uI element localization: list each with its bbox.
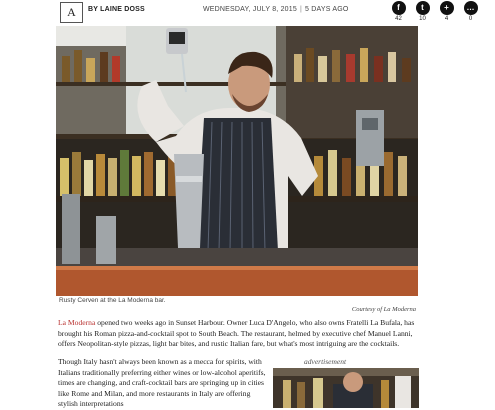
share-comments[interactable] bbox=[463, 1, 478, 23]
facebook-icon[interactable]: f bbox=[392, 1, 406, 15]
advertisement-image[interactable] bbox=[273, 368, 419, 408]
comment-icon[interactable]: … bbox=[464, 1, 478, 15]
advertisement-label: advertisement bbox=[304, 357, 347, 366]
share-facebook[interactable] bbox=[391, 1, 406, 23]
share-bar bbox=[391, 1, 478, 23]
dateline bbox=[203, 6, 349, 13]
plus-icon[interactable]: + bbox=[440, 1, 454, 15]
date-separator: | bbox=[299, 6, 302, 13]
paragraph-text: opened two weeks ago in Sunset Harbour. Owner Luca D'Angelo, who also owns Fratelli La Bufala, has brought his Roman pizza-and-cocktail spot to South Beach. The restaurant, helmed by executive chef Manuel Lanni, offers Neopolitan-style pizzas, light bar bites, and rustic Italian fare, but what's most intriguing are the cocktails. bbox=[58, 318, 415, 348]
share-count: 0 bbox=[468, 16, 473, 22]
author-byline[interactable]: BY LAINE DOSS bbox=[88, 6, 145, 13]
article-paragraph: Though Italy hasn't always been known as a mecca for spirits, with Italians traditionally preferring either wines or low-alcohol aperitifs, times are changing, and craft-cocktail bars are springing up in cities like Rome and Milan, and more restaurants in Italy are offering stylish interpretations bbox=[58, 357, 266, 408]
post-age: 5 DAYS AGO bbox=[305, 6, 349, 13]
share-plus[interactable] bbox=[439, 1, 454, 23]
photo-caption: Rusty Cerven at the La Moderna bar. bbox=[59, 297, 166, 304]
share-twitter[interactable] bbox=[415, 1, 430, 23]
advertisement-photo bbox=[273, 368, 419, 408]
share-count: 4 bbox=[444, 16, 449, 22]
share-count: 42 bbox=[395, 16, 402, 22]
site-logo[interactable]: A bbox=[60, 2, 83, 23]
article-photo bbox=[56, 26, 418, 296]
photo-credit: Courtesy of La Moderna bbox=[351, 306, 416, 313]
share-count: 10 bbox=[419, 16, 426, 22]
article-paragraph bbox=[58, 318, 420, 350]
article-header bbox=[60, 0, 475, 24]
bartender-photo bbox=[56, 26, 418, 296]
publish-date: WEDNESDAY, JULY 8, 2015 bbox=[203, 6, 297, 13]
twitter-icon[interactable]: t bbox=[416, 1, 430, 15]
la-moderna-link[interactable]: La Moderna bbox=[58, 318, 96, 327]
